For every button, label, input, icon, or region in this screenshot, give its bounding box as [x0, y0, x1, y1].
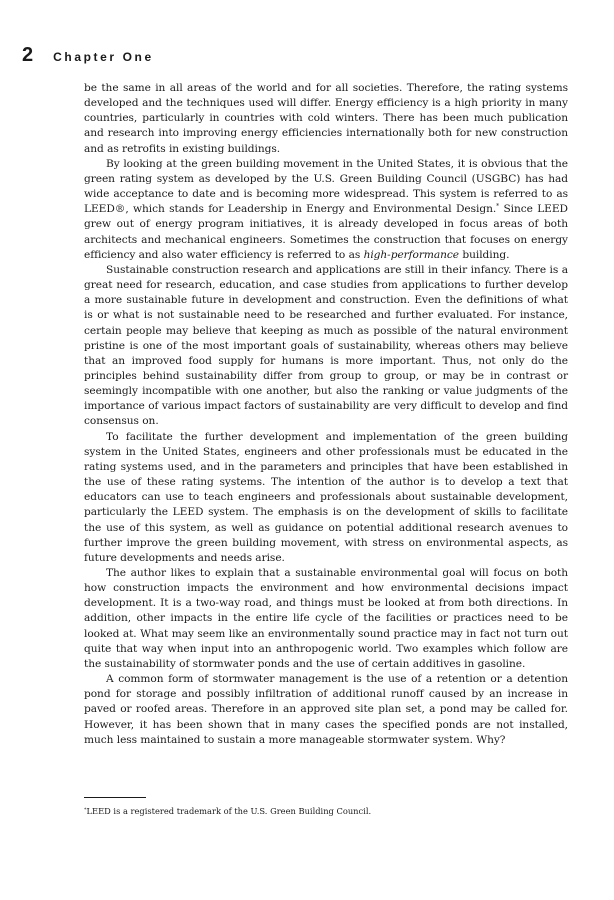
chapter-title: Chapter One — [53, 50, 154, 64]
footnote-marker: * — [496, 203, 500, 211]
paragraph — [84, 157, 568, 263]
paragraph-text: By looking at the green building movement in the United States, it is obvious that the green rating system as developed by the U.S. Green Building Council (USGBC) has had wide acceptance to date and is becoming more widespread. This system is referred to as LEED®, which stands for Leadership in Energy and Environmental Design. — [84, 157, 568, 216]
paragraph-text: Since LEED grew out of energy program initiatives, it is already developed in focus areas of both architects and mechanical engineers. Sometimes the construction that focuses on energy efficiency and also water efficiency is referred to as — [84, 203, 568, 261]
paragraph: A common form of stormwater management is the use of a retention or a detention pond for storage and possibly infiltration of additional runoff caused by an increase in paved or roofed areas. Therefore in an approved site plan set, a pond may be called for. However, it has been shown that in many cases the specified ponds are not installed, much less maintained to sustain a more manageable stormwater system. Why? — [84, 673, 568, 746]
footnote-marker: * — [84, 807, 87, 813]
emphasized-term: high-performance — [363, 248, 460, 261]
paragraph: The author likes to explain that a sustainable environmental goal will focus on both how construction impacts the environment and how environmental decisions impact development. It is a two-way road, and things must be looked at from both directions. In addition, other impacts in the entire life cycle of the facilities or practices need to be looked at. What may seem like an environmentally sound practice may in fact not turn out quite that way when input into an anthropogenic world. Two examples which follow are the sustainability of stormwater ponds and the use of certain additives in gasoline. — [84, 567, 568, 670]
footnote-divider — [84, 797, 146, 798]
paragraph: be the same in all areas of the world and for all societies. Therefore, the rating systems developed and the techniques used will differ. Energy efficiency is a high priority in many countries, particularly in countries with cold winters. There has been much publication and research into improving energy efficiencies internationally both for new construction and as retrofits in existing buildings. — [84, 82, 568, 155]
paragraph: To facilitate the further development and implementation of the green building system in the United States, engineers and other professionals must be educated in the rating systems used, and in the parameters and principles that have been established in the use of these rating systems. The intention of the author is to develop a text that educators can use to teach engineers and professionals about sustainable development, particularly the LEED system. The emphasis is on the development of skills to facilitate the use of this system, as well as guidance on potential additional research avenues to further improve the green building movement, with stress on environmental aspects, as future developments and needs arise. — [84, 430, 568, 564]
body-text — [84, 81, 568, 748]
paragraph: Sustainable construction research and applications are still in their infancy. There is a great need for research, education, and case studies from applications to further develop a more sustainable future in development and construction. Even the definitions of what is or what is not sustainable need to be researched and further evaluated. For instance, certain people may believe that keeping as much as possible of the natural environment pristine is one of the most important goals of sustainability, whereas others may believe that an improved food supply for humans is more important. Thus, not only do the principles behind sustainability differ from group to group, or may be in contrast or seemingly incompatible with one another, but also the ranking or value judgments of the importance of various impact factors of sustainability are very difficult to develop and find consensus on. — [84, 263, 568, 428]
footnote — [84, 806, 568, 817]
running-header — [22, 44, 154, 67]
page-number: 2 — [22, 44, 34, 66]
paragraph-text: building. — [459, 248, 510, 261]
footnote-text: LEED is a registered trademark of the U.S. Green Building Council. — [86, 806, 372, 816]
